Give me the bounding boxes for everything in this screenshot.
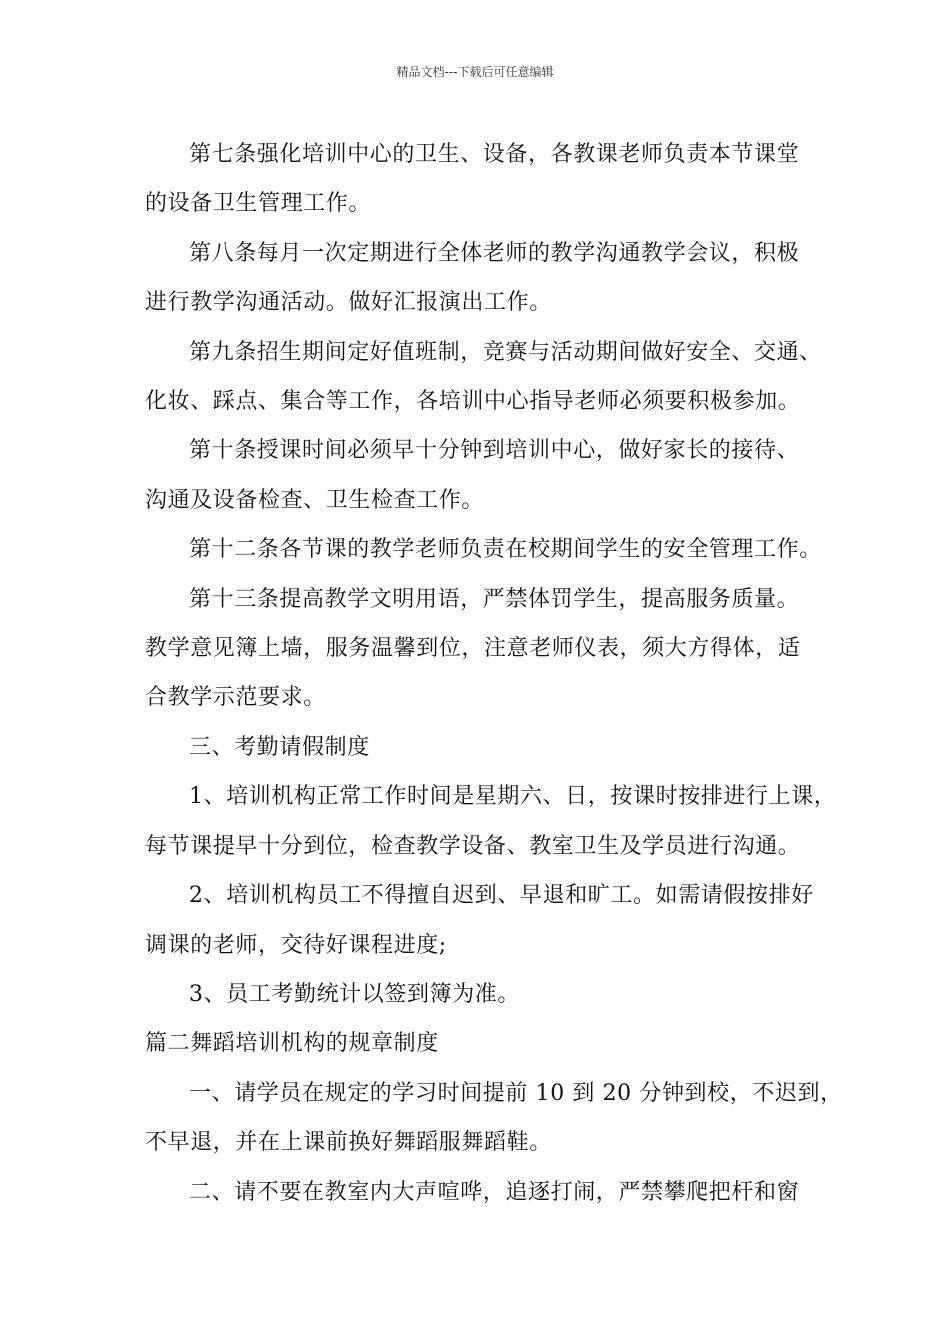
text-line: 篇二舞蹈培训机构的规章制度: [145, 1031, 439, 1057]
text-line: 第十条授课时间必须早十分钟到培训中心，做好家长的接待、: [189, 438, 800, 464]
text-line: 第九条招生期间定好值班制，竞赛与活动期间做好安全、交通、: [189, 339, 822, 365]
text-line: 第八条每月一次定期进行全体老师的教学沟通教学会议，积极: [189, 240, 800, 266]
paragraph-article-13: [145, 575, 825, 723]
text-line: 第十二条各节课的教学老师负责在校期间学生的安全管理工作。: [189, 537, 822, 563]
text-line: 不早退，并在上课前换好舞蹈服舞蹈鞋。: [145, 1130, 552, 1156]
section-heading-attendance: [145, 723, 825, 772]
text-line: 第七条强化培训中心的卫生、设备，各教课老师负责本节课堂: [189, 142, 800, 167]
paragraph-attendance-3: [145, 970, 825, 1019]
paragraph-attendance-2: [145, 871, 825, 970]
text-line: 沟通及设备检查、卫生检查工作。: [145, 487, 485, 513]
text-line: 教学意见簿上墙，服务温馨到位，注意老师仪表，须大方得体，适: [145, 636, 801, 662]
text-line: 进行教学沟通活动。做好汇报演出工作。: [145, 290, 552, 316]
paragraph-article-7: [145, 130, 825, 229]
paragraph-article-9: [145, 328, 825, 427]
paragraph-rule-2: [145, 1168, 825, 1217]
document-body: [145, 130, 843, 1217]
text-line: 3、员工考勤统计以签到簿为准。: [189, 981, 520, 1007]
text-line: 2、培训机构员工不得擅自迟到、早退和旷工。如需请假按排好: [189, 883, 814, 909]
paragraph-attendance-1: [145, 772, 837, 871]
page-header: 精品文档---下载后可任意编辑: [396, 65, 554, 79]
text-line: 化妆、踩点、集合等工作，各培训中心指导老师必须要积极参加。: [145, 389, 801, 415]
text-line: 第十三条提高教学文明用语，严禁体罚学生，提高服务质量。: [189, 586, 800, 612]
chapter-heading: [145, 1019, 825, 1068]
text-line: 调课的老师，交待好课程进度;: [145, 932, 447, 958]
text-line: 1、培训机构正常工作时间是星期六、日，按课时按排进行上课，: [189, 784, 837, 810]
text-line: 合教学示范要求。: [145, 685, 326, 711]
text-line: 的设备卫生管理工作。: [145, 191, 372, 217]
text-line: 二、请不要在教室内大声喧哗，追逐打闹，严禁攀爬把杆和窗: [189, 1179, 800, 1205]
paragraph-article-8: [145, 229, 825, 328]
text-line: 一、请学员在规定的学习时间提前 10 到 20 分钟到校，不迟到，: [189, 1080, 843, 1106]
paragraph-article-12: [145, 525, 825, 574]
paragraph-article-10: [145, 426, 825, 525]
text-line: 三、考勤请假制度: [189, 734, 370, 760]
text-line: 每节课提早十分到位，检查教学设备、教室卫生及学员进行沟通。: [145, 833, 801, 859]
paragraph-rule-1: [145, 1069, 843, 1168]
